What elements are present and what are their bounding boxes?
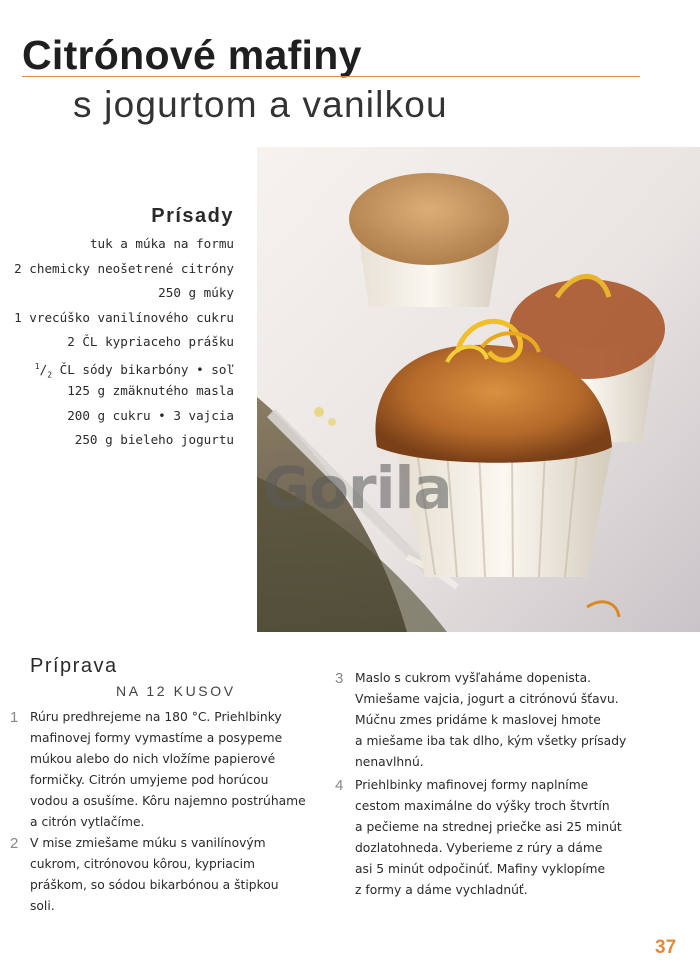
fraction-half: $^1/_2$ [34, 361, 53, 380]
recipe-title: Citrónové mafiny [22, 32, 362, 78]
step-number: 3 [335, 670, 344, 687]
step-number: 2 [10, 835, 19, 852]
step-line: nenavlhnú. [355, 755, 424, 769]
step-line: V mise zmiešame múku s vanilínovým [30, 836, 266, 850]
step-line: cestom maximálne do výšky troch štvrtín [355, 799, 610, 813]
step-line: a citrón vytlačíme. [30, 815, 145, 829]
step-number: 4 [335, 777, 344, 794]
yield-label: NA 12 KUSOV [116, 683, 236, 699]
preparation-heading: Príprava [30, 655, 118, 677]
muffin-photo [257, 147, 700, 632]
ingredients-heading: Prísady [151, 205, 234, 227]
page-number: 37 [655, 937, 677, 958]
step-number: 1 [10, 709, 19, 726]
step-line: vodou a osušíme. Kôru najemno postrúhame [30, 794, 306, 808]
ingredient-item: $^1/_2$ ČL sódy bikarbóny • soľ [34, 361, 234, 380]
ingredient-item: 250 g bieleho jogurtu [74, 432, 234, 447]
step-line: a miešame iba tak dlho, kým všetky prísady [355, 734, 627, 748]
step-line: Múčnu zmes pridáme k maslovej hmote [355, 713, 601, 727]
step-line: práškom, so sódou bikarbónou a štipkou [30, 878, 279, 892]
step-line: z formy a dáme vychladnúť. [355, 883, 528, 897]
ingredient-item: 2 chemicky neošetrené citróny [14, 260, 234, 276]
step-line: Rúru predhrejeme na 180 °C. Priehlbinky [30, 710, 282, 724]
step-line: soli. [30, 899, 55, 913]
ingredient-item: 250 g múky [158, 285, 234, 300]
step-line: cukrom, citrónovou kôrou, kypriacim [30, 857, 255, 871]
step-line: dozlatohneda. Vyberieme z rúry a dáme [355, 841, 603, 855]
step-line: a pečieme na strednej priečke asi 25 minút [355, 820, 622, 834]
title-divider [22, 76, 640, 77]
step-line: Vmiešame vajcia, jogurt a citrónovú šťavu. [355, 692, 619, 706]
ingredients-list [10, 232, 234, 453]
step-line: mafinovej formy vymastíme a posypeme [30, 731, 283, 745]
ingredient-item: tuk a múka na formu [89, 236, 234, 251]
ingredient-item: 125 g zmäknutého masla [67, 383, 234, 398]
step-line: Priehlbinky mafinovej formy naplníme [355, 778, 589, 792]
step-line: múkou alebo do nich vložíme papierové [30, 752, 276, 766]
ingredient-item: 1 vrecúško vanilínového cukru [14, 309, 234, 325]
step-line: asi 5 minút odpočinúť. Mafiny vyklopíme [355, 862, 606, 876]
step-line: formičky. Citrón umyjeme pod horúcou [30, 773, 269, 787]
watermark-logo: Gorila [262, 454, 452, 522]
ingredient-item: 200 g cukru • 3 vajcia [67, 407, 234, 423]
step-line: Maslo s cukrom vyšľaháme dopenista. [355, 671, 592, 685]
ingredient-item: 2 ČL kypriaceho prášku [67, 334, 234, 349]
recipe-subtitle: s jogurtom a vanilkou [73, 84, 448, 125]
